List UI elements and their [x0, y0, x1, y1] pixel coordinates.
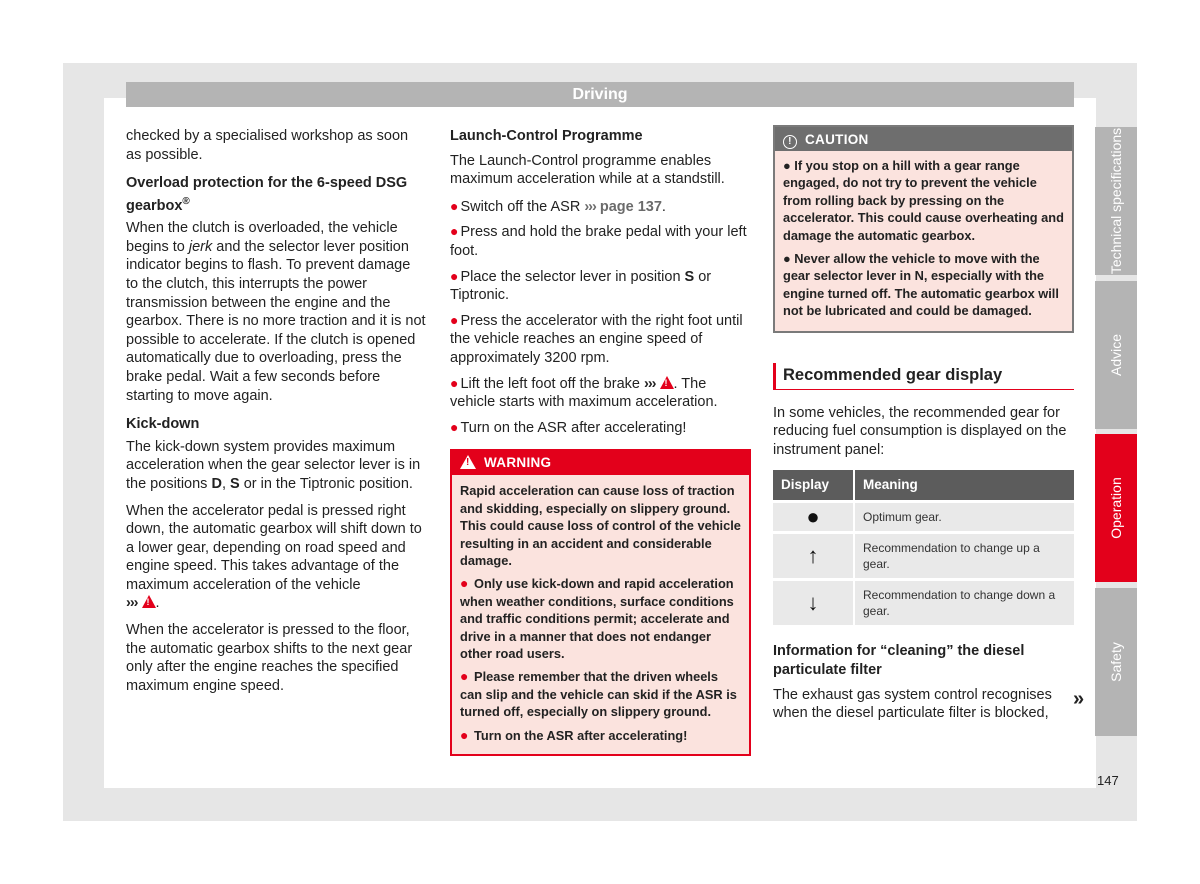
- paragraph-overload: When the clutch is overloaded, the vehicle begins to jerk and the selector lever position indicator begins to flash. To prevent damage to the clutch, this interrupts the power transmission between the engine and the gearbox. There is no more traction and it is not possible to accelerate. If the clutch is opened automatically due to overloading, press the brake pedal. Wait a few seconds before starting to move again.: [126, 220, 426, 404]
- warning-header: !WARNING: [452, 451, 749, 475]
- warning-item: ● Please remember that the driven wheels can slip and the vehicle can skid if the ASR is turned off, especially on slippery ground.: [460, 668, 737, 720]
- table-cell: Recommendation to change down a gear.: [855, 581, 1074, 625]
- caution-box: [773, 125, 1074, 333]
- paragraph-launch-intro: The Launch-Control programme enables maximum acceleration while at a standstill.: [450, 152, 725, 188]
- warning-triangle-icon: [460, 455, 476, 469]
- subheading-particulate-filter: Information for “cleaning” the diesel particulate filter: [773, 643, 1025, 679]
- paragraph-kickdown-2: When the accelerator pedal is pressed right down, the automatic gearbox will shift down to a lower gear, depending on road speed and engine speed. This takes advantage of the maximum acceleration of the vehicle ››› ! .: [126, 502, 426, 614]
- column-right: [773, 125, 1074, 731]
- caution-header: ! CAUTION: [775, 127, 1072, 151]
- list-item: ● Switch off the ASR ››› page 137.: [450, 197, 666, 215]
- warning-box: [450, 449, 751, 756]
- paragraph-kickdown-1: The kick-down system provides maximum acceleration when the gear selector lever is in the positions D, S or in the Tiptronic position.: [126, 438, 421, 492]
- warning-item: ● Only use kick-down and rapid acceleration when weather conditions, surface conditions and traffic conditions permit; accelerate and drive in a manner that does not endanger other road users.: [460, 575, 734, 661]
- chapter-header: Driving: [126, 82, 1074, 107]
- warning-triangle-icon: [142, 595, 156, 608]
- bullet-icon: ●: [450, 374, 459, 391]
- warning-intro: Rapid acceleration can cause loss of traction and skidding, especially on slippery ground. This could cause loss of control of the vehicle resulting in an accident and considerable damage.: [460, 483, 741, 568]
- column-middle: [450, 127, 751, 756]
- caution-item: ● Never allow the vehicle to move with the gear selector lever in N, especially with the engine turned off. The automatic gearbox will not be lubricated and could be damaged.: [783, 251, 1059, 319]
- caution-body: [775, 151, 1072, 331]
- list-item: ● Turn on the ASR after accelerating!: [450, 418, 687, 436]
- continued-marker: »: [1073, 688, 1085, 710]
- list-item: ● Press and hold the brake pedal with your left foot.: [450, 223, 747, 259]
- subheading-overload: Overload protection for the 6-speed DSG gearbox®: [126, 175, 408, 214]
- table-header-display: Display: [773, 470, 855, 500]
- paragraph: checked by a specialised workshop as soon as possible.: [126, 128, 409, 163]
- table-header-meaning: Meaning: [855, 470, 1074, 500]
- list-item: ● Place the selector lever in position S or Tiptronic.: [450, 267, 712, 304]
- tab-safety[interactable]: Safety: [1095, 588, 1137, 736]
- warning-item: ● Turn on the ASR after accelerating!: [460, 726, 688, 743]
- optimum-gear-icon: ●: [773, 503, 855, 531]
- caution-item: ● If you stop on a hill with a gear range engaged, do not try to prevent the vehicle from rolling back by pressing on the accelerator. This could cause overheating and damage the automatic gearbox.: [783, 158, 1064, 243]
- tab-operation[interactable]: Operation: [1095, 434, 1137, 582]
- gear-display-table: [773, 467, 1074, 628]
- warning-triangle-icon: [660, 376, 674, 389]
- table-row: [773, 581, 1074, 625]
- warning-body: [452, 475, 749, 754]
- bullet-icon: ●: [450, 311, 459, 328]
- bullet-icon: ●: [450, 223, 459, 240]
- info-circle-icon: !: [783, 135, 797, 149]
- subheading-kickdown: Kick-down: [126, 416, 200, 433]
- column-left: [126, 127, 426, 703]
- bullet-icon: ●: [450, 267, 459, 284]
- table-cell: Optimum gear.: [855, 503, 1074, 531]
- table-row: [773, 534, 1074, 578]
- reference-arrows: ›››: [126, 595, 138, 612]
- arrow-up-icon: ↑: [773, 534, 855, 578]
- table-cell: Recommendation to change up a gear.: [855, 534, 1074, 578]
- subheading-launch-control: Launch-Control Programme: [450, 128, 643, 144]
- paragraph-particulate-filter: The exhaust gas system control recognises when the diesel particulate filter is blocked,: [773, 686, 1052, 722]
- table-row: [773, 503, 1074, 531]
- paragraph-kickdown-3: When the accelerator is pressed to the floor, the automatic gearbox shifts to the next gear only after the engine reaches the specified maximum engine speed.: [126, 622, 413, 694]
- page-link[interactable]: page 137: [595, 198, 662, 215]
- bullet-icon: ●: [450, 197, 459, 214]
- bullet-icon: ●: [450, 418, 459, 435]
- tab-technical-specifications[interactable]: Technical specifications: [1095, 127, 1137, 275]
- page-number: 147: [1097, 773, 1119, 788]
- section-title: Recommended gear display: [773, 363, 1074, 390]
- tab-advice[interactable]: Advice: [1095, 281, 1137, 429]
- list-item: ● Lift the left foot off the brake ››› ! . The vehicle starts with maximum acceleration.: [450, 374, 751, 412]
- paragraph-section-intro: In some vehicles, the recommended gear for reducing fuel consumption is displayed on the instrument panel:: [773, 404, 1067, 458]
- list-item: ● Press the accelerator with the right foot until the vehicle reaches an engine speed of approximately 3200 rpm.: [450, 311, 743, 366]
- arrow-down-icon: ↓: [773, 581, 855, 625]
